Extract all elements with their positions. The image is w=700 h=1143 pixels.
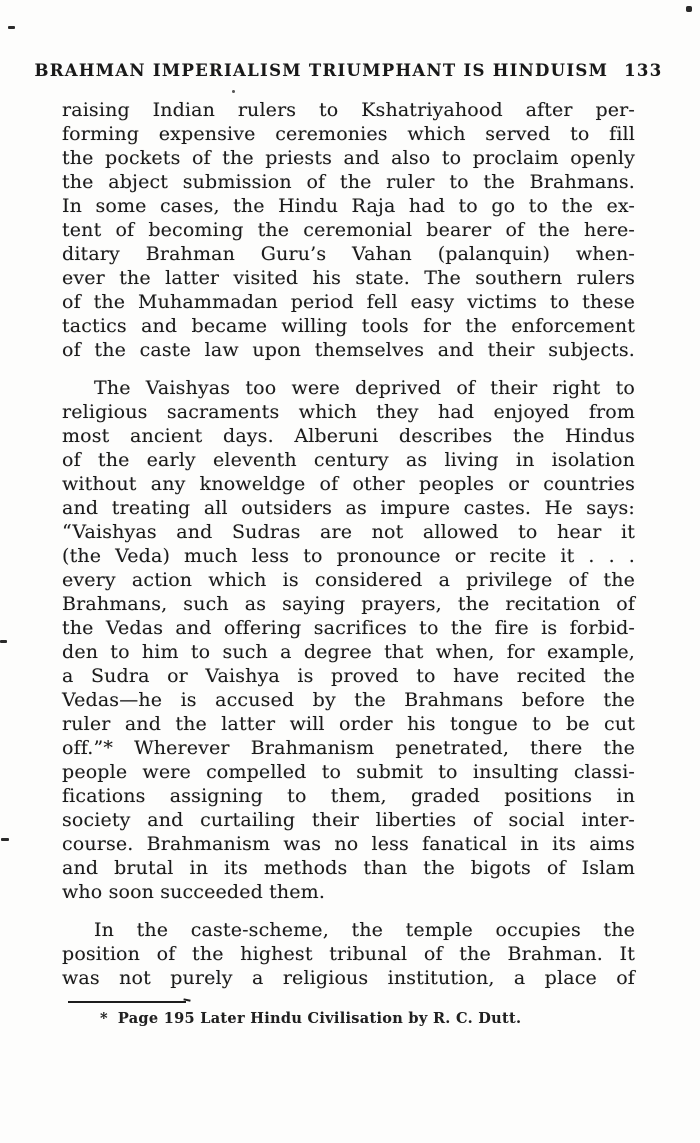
text-line: who soon succeeded them. <box>62 881 326 903</box>
text-line: and treating all outsiders as impure castes. He says: <box>62 497 635 519</box>
text-line: (the Veda) much less to pronounce or recite it . . . <box>62 545 635 567</box>
scan-artifact <box>8 26 15 29</box>
text-line: people were compelled to submit to insulting classi- <box>62 761 635 783</box>
text-line: society and curtailing their liberties of social inter- <box>62 809 635 831</box>
running-title: BRAHMAN IMPERIALISM TRIUMPHANT IS HINDUISM <box>34 61 609 80</box>
scan-artifact <box>0 640 7 643</box>
text-line: of the early eleventh century as living in isolation <box>62 449 635 471</box>
text-line: tent of becoming the ceremonial bearer of the here- <box>62 219 635 241</box>
text-line: den to him to such a degree that when, for example, <box>62 641 635 663</box>
text-line: tactics and became willing tools for the enforcement <box>62 315 635 337</box>
text-line: the abject submission of the ruler to the Brahmans. <box>62 171 635 193</box>
text-line: The Vaishyas too were deprived of their right to <box>94 377 635 399</box>
text-line: “Vaishyas and Sudras are not allowed to hear it <box>62 521 635 543</box>
footnote-text: Page 195 Later Hindu Civilisation by R. C. Dutt. <box>117 1010 522 1027</box>
text-line: without any knoweldge of other peoples or countries <box>62 473 635 495</box>
footnote-marker: * <box>100 1010 108 1027</box>
text-line: ditary Brahman Guru’s Vahan (palanquin) when- <box>62 243 635 265</box>
page-header <box>34 61 663 80</box>
text-line: Vedas—he is accused by the Brahmans before the <box>62 689 635 711</box>
text-line: position of the highest tribunal of the Brahman. It <box>62 943 635 965</box>
text-line: a Sudra or Vaishya is proved to have recited the <box>62 665 635 687</box>
text-line: most ancient days. Alberuni describes the Hindus <box>62 425 635 447</box>
text-line: In some cases, the Hindu Raja had to go to the ex- <box>62 195 635 217</box>
page-number: 133 <box>624 61 663 80</box>
text-line: the pockets of the priests and also to proclaim openly <box>62 147 635 169</box>
text-line: was not purely a religious institution, a place of <box>62 967 635 989</box>
text-line: the Vedas and offering sacrifices to the fire is forbid- <box>62 617 635 639</box>
text-line: off.”* Wherever Brahmanism penetrated, there the <box>62 737 635 759</box>
text-line: ruler and the latter will order his tongue to be cut <box>62 713 635 735</box>
page-body <box>62 98 635 1004</box>
text-line: fications assigning to them, graded positions in <box>62 785 635 807</box>
text-line: religious sacraments which they had enjoyed from <box>62 401 635 423</box>
paragraph-3 <box>62 918 635 990</box>
paragraph-1 <box>62 98 635 362</box>
text-line: forming expensive ceremonies which served to fill <box>62 123 635 145</box>
paragraph-2 <box>62 376 635 904</box>
scan-artifact <box>232 90 235 93</box>
text-line: of the caste law upon themselves and their subjects. <box>62 339 635 361</box>
text-line: of the Muhammadan period fell easy victims to these <box>62 291 635 313</box>
text-line: and brutal in its methods than the bigots of Islam <box>62 857 635 879</box>
footnote-rule <box>68 1001 186 1003</box>
scan-artifact <box>1 838 9 841</box>
text-line: raising Indian rulers to Kshatriyahood after per- <box>62 99 635 121</box>
text-line: every action which is considered a privilege of the <box>62 569 635 591</box>
text-line: ever the latter visited his state. The southern rulers <box>62 267 635 289</box>
text-line: course. Brahmanism was no less fanatical in its aims <box>62 833 635 855</box>
scan-artifact <box>686 6 692 12</box>
text-line: In the caste-scheme, the temple occupies the <box>94 919 635 941</box>
footnote <box>100 1010 620 1027</box>
text-line: Brahmans, such as saying prayers, the recitation of <box>62 593 635 615</box>
